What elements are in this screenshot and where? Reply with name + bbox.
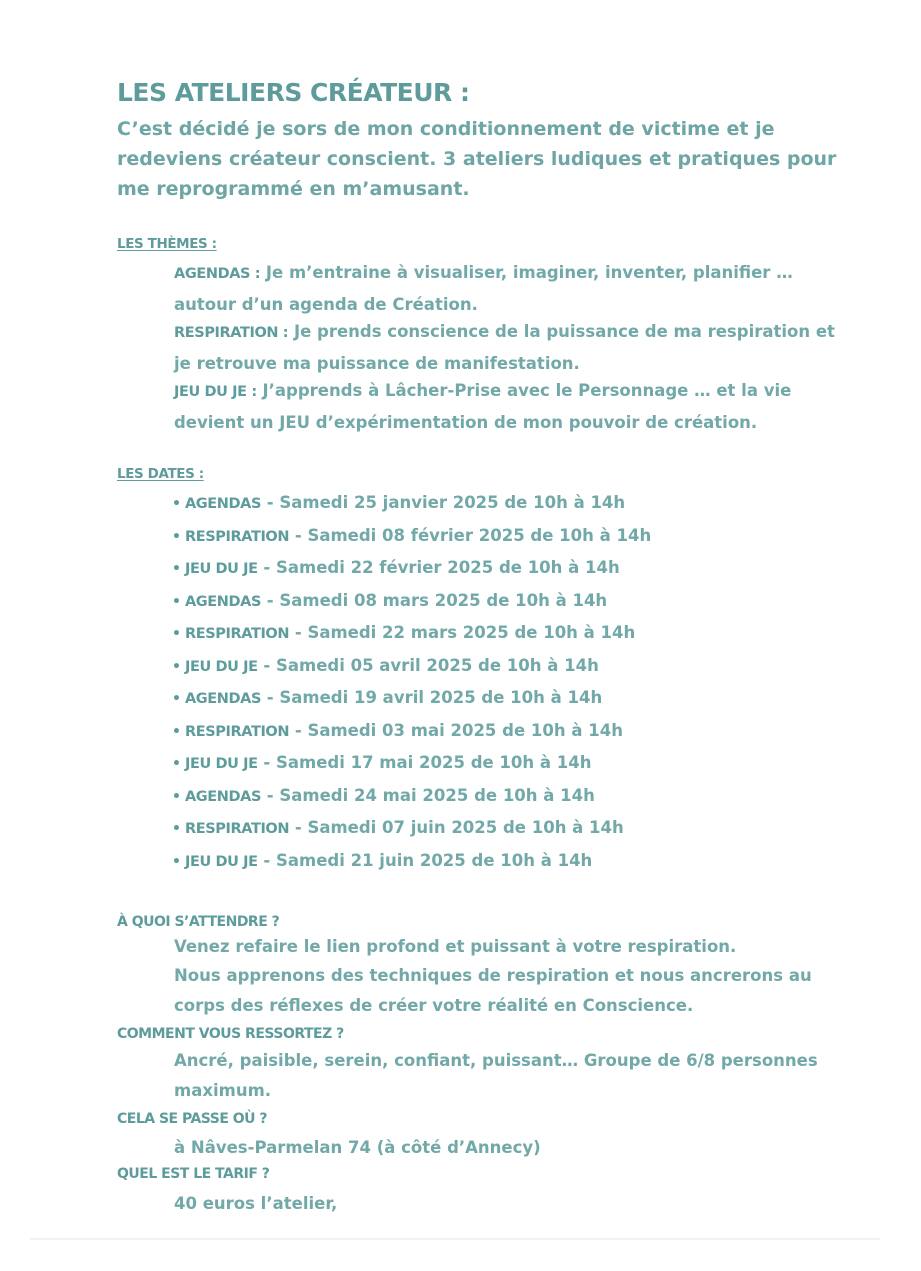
theme-key: AGENDAS : bbox=[174, 266, 261, 282]
theme-text: Je prends conscience de la puissance de ma respiration et je retrouve ma puissance de manifestation. bbox=[174, 322, 835, 373]
location-text: à Nâves-Parmelan 74 (à côté d’Annecy) bbox=[174, 1138, 541, 1157]
expect-line-2: Nous apprenons des techniques de respiration et nous ancrerons au corps des réflexes de créer votre réalité en Conscience. bbox=[174, 966, 812, 1015]
date-workshop: RESPIRATION bbox=[184, 626, 290, 642]
bullet-icon: • bbox=[172, 626, 181, 642]
theme-agendas bbox=[174, 258, 854, 319]
bullet-icon: • bbox=[172, 528, 181, 545]
date-text: - Samedi 08 février 2025 de 10h à 14h bbox=[289, 525, 652, 545]
date-text: - Samedi 05 avril 2025 de 10h à 14h bbox=[257, 655, 599, 675]
date-text: - Samedi 22 février 2025 de 10h à 14h bbox=[257, 558, 620, 577]
date-workshop: RESPIRATION bbox=[184, 528, 290, 545]
date-text: - Samedi 24 mai 2025 de 10h à 14h bbox=[261, 785, 595, 805]
date-workshop: AGENDAS bbox=[184, 788, 262, 805]
theme-key: JEU DU JE : bbox=[174, 384, 257, 400]
expect-line-1: Venez refaire le lien profond et puissant à votre respiration. bbox=[174, 937, 737, 956]
date-workshop: JEU DU JE bbox=[184, 853, 258, 870]
intro-paragraph: C’est décidé je sors de mon conditionnement de victime et je redeviens créateur conscient. 3 ateliers ludiques et pratiques pour me reprogrammé en m’amusant. bbox=[117, 118, 837, 200]
price-text: 40 euros l’atelier, bbox=[174, 1194, 338, 1213]
theme-text: Je m’entraine à visualiser, imaginer, inventer, planifier … autour d’un agenda de Création. bbox=[174, 263, 793, 314]
dates-heading: LES DATES : bbox=[117, 466, 204, 482]
list-item bbox=[172, 617, 651, 650]
theme-text: J’apprends à Lâcher-Prise avec le Personnage … et la vie devient un JEU d’expérimentation de mon pouvoir de création. bbox=[174, 381, 792, 432]
list-item bbox=[172, 585, 651, 618]
date-workshop: RESPIRATION bbox=[184, 723, 290, 740]
bullet-icon: • bbox=[172, 691, 181, 707]
dates-list bbox=[172, 487, 651, 877]
list-item bbox=[172, 520, 651, 553]
date-text: - Samedi 25 janvier 2025 de 10h à 14h bbox=[261, 493, 626, 512]
bullet-icon: • bbox=[172, 788, 181, 805]
date-text: - Samedi 21 juin 2025 de 10h à 14h bbox=[257, 850, 593, 870]
bullet-icon: • bbox=[172, 723, 181, 740]
list-item bbox=[172, 812, 651, 845]
date-text: - Samedi 03 mai 2025 de 10h à 14h bbox=[289, 720, 623, 740]
date-workshop: AGENDAS bbox=[184, 496, 262, 512]
list-item bbox=[172, 715, 651, 748]
date-text: - Samedi 07 juin 2025 de 10h à 14h bbox=[289, 818, 624, 837]
list-item bbox=[172, 487, 651, 520]
date-text: - Samedi 19 avril 2025 de 10h à 14h bbox=[261, 688, 603, 707]
date-workshop: AGENDAS bbox=[184, 593, 262, 610]
list-item bbox=[172, 747, 651, 780]
bottom-divider bbox=[30, 1238, 880, 1240]
date-text: - Samedi 08 mars 2025 de 10h à 14h bbox=[261, 590, 608, 610]
outcome-heading: COMMENT VOUS RESSORTEZ ? bbox=[117, 1026, 344, 1042]
date-workshop: RESPIRATION bbox=[184, 821, 290, 837]
bullet-icon: • bbox=[172, 756, 181, 772]
date-workshop: JEU DU JE bbox=[184, 561, 258, 577]
date-workshop: AGENDAS bbox=[184, 691, 262, 707]
list-item bbox=[172, 780, 651, 813]
bullet-icon: • bbox=[172, 561, 181, 577]
bullet-icon: • bbox=[172, 658, 181, 675]
date-text: - Samedi 17 mai 2025 de 10h à 14h bbox=[257, 753, 592, 772]
list-item bbox=[172, 552, 651, 585]
themes-heading: LES THÈMES : bbox=[117, 236, 217, 252]
date-workshop: JEU DU JE bbox=[184, 756, 258, 772]
theme-respiration bbox=[174, 317, 854, 378]
theme-jeu-du-je bbox=[174, 376, 854, 437]
date-text: - Samedi 22 mars 2025 de 10h à 14h bbox=[289, 623, 636, 642]
bullet-icon: • bbox=[172, 496, 181, 512]
page-title: LES ATELIERS CRÉATEUR : bbox=[117, 78, 470, 107]
bullet-icon: • bbox=[172, 821, 181, 837]
expect-heading: À QUOI S’ATTENDRE ? bbox=[117, 914, 280, 930]
bullet-icon: • bbox=[172, 853, 181, 870]
price-heading: QUEL EST LE TARIF ? bbox=[117, 1166, 270, 1182]
outcome-text: Ancré, paisible, serein, confiant, puissant… Groupe de 6/8 personnes maximum. bbox=[174, 1051, 818, 1100]
date-workshop: JEU DU JE bbox=[184, 658, 258, 675]
list-item bbox=[172, 682, 651, 715]
theme-key: RESPIRATION : bbox=[174, 325, 289, 341]
location-heading: CELA SE PASSE OÙ ? bbox=[117, 1111, 268, 1127]
list-item bbox=[172, 650, 651, 683]
list-item bbox=[172, 845, 651, 878]
bullet-icon: • bbox=[172, 593, 181, 610]
